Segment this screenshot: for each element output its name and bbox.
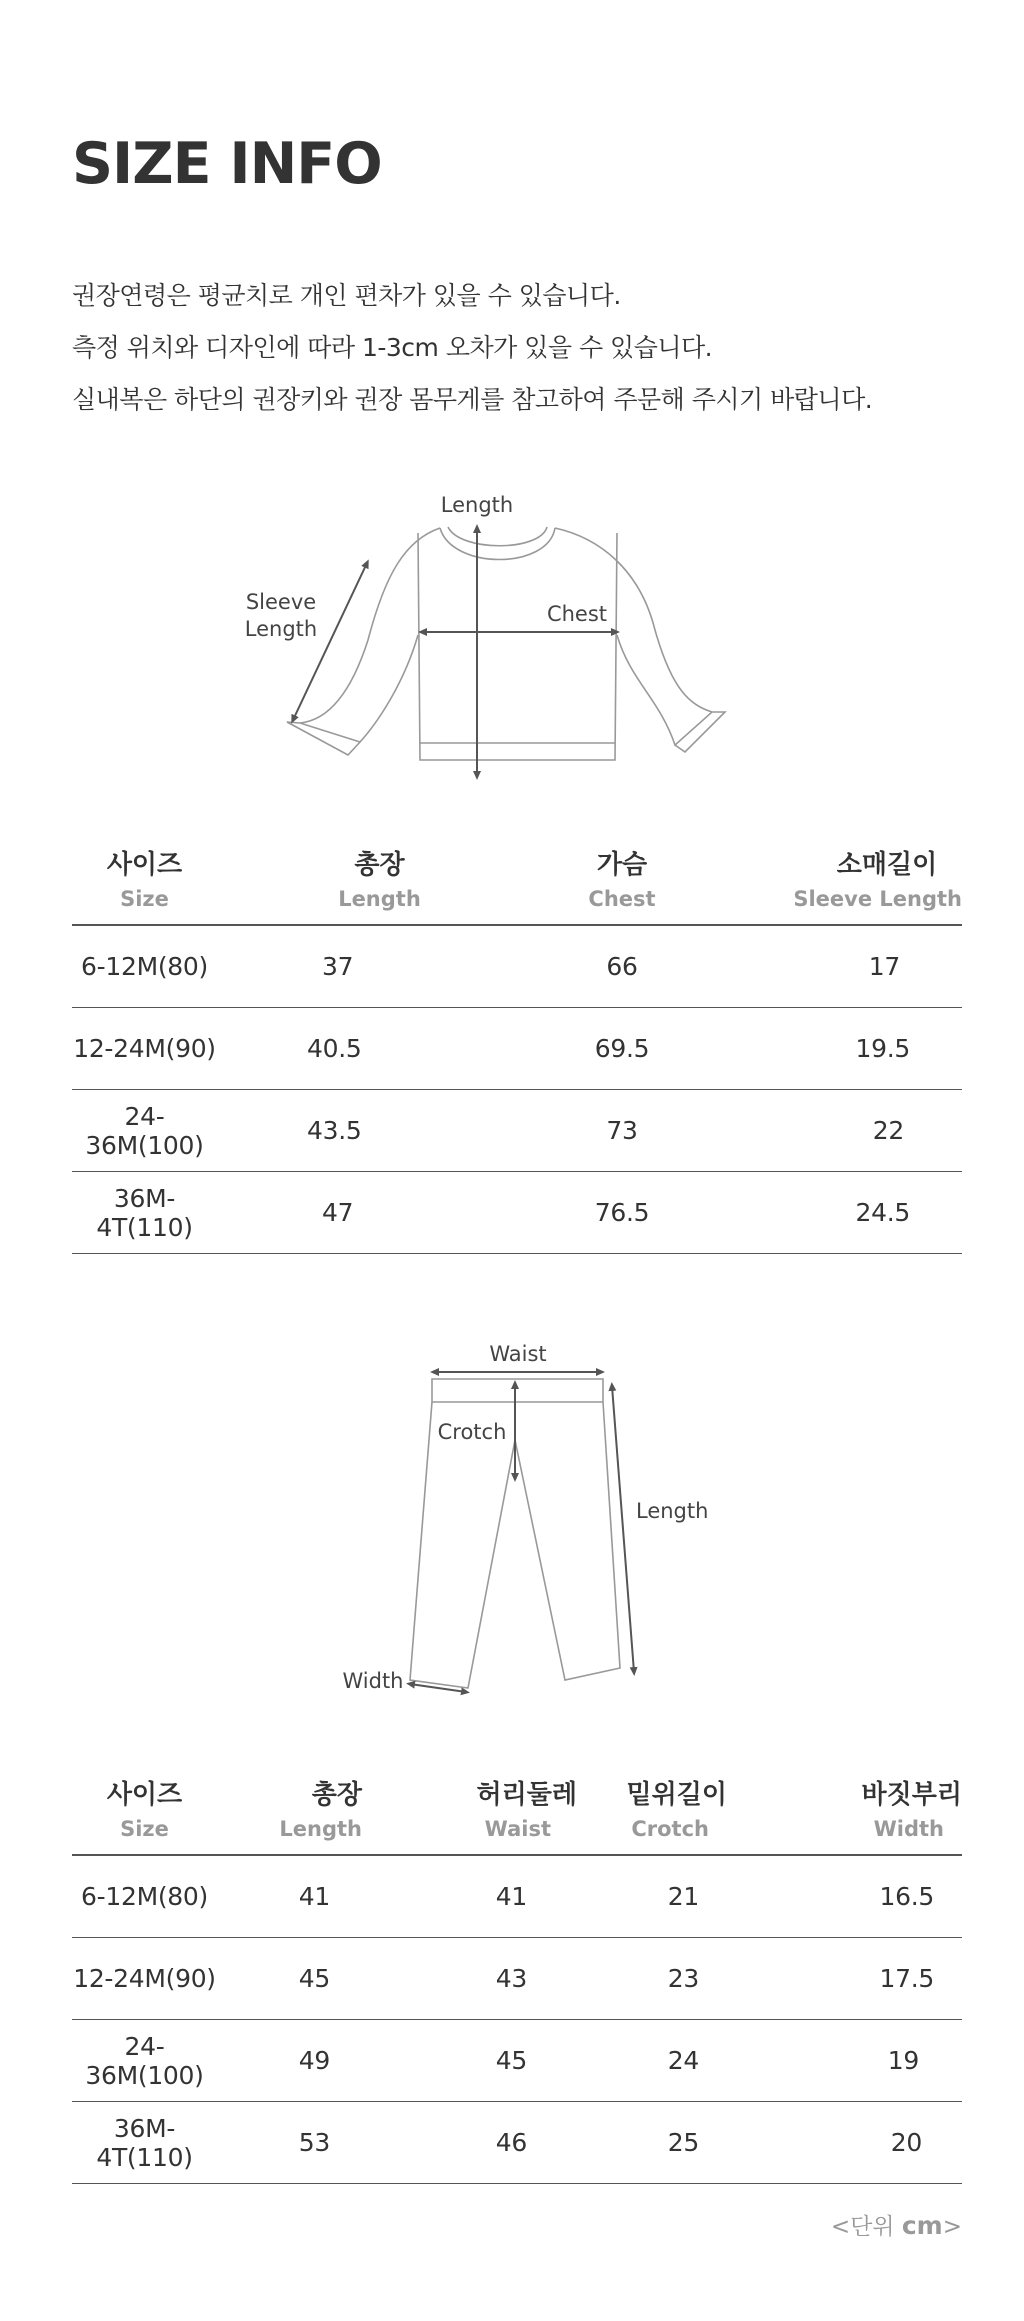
size-cell: 24-36M(100) — [72, 1090, 217, 1172]
size-cell: 6-12M(80) — [72, 925, 217, 1008]
header-cell — [727, 1758, 962, 1855]
waist-cell: 41 — [362, 1855, 587, 1938]
width-cell: 19 — [727, 2020, 962, 2102]
note-line: 측정 위치와 디자인에 따라 1-3cm 오차가 있을 수 있습니다. — [72, 333, 713, 362]
table-row — [72, 1938, 962, 2020]
header-cell — [217, 1758, 362, 1855]
header-en: Width — [873, 1817, 944, 1841]
waist-label: Waist — [489, 1342, 547, 1366]
length-cell: 41 — [217, 1855, 362, 1938]
size-cell: 12-24M(90) — [72, 1008, 217, 1090]
waist-cell: 43 — [362, 1938, 587, 2020]
length-cell: 43.5 — [217, 1090, 542, 1172]
sleeve-cell: 24.5 — [702, 1172, 962, 1254]
length-cell: 40.5 — [217, 1008, 542, 1090]
header-ko: 사이즈 — [106, 850, 183, 880]
chest-cell: 73 — [542, 1090, 702, 1172]
width-cell: 20 — [727, 2102, 962, 2184]
header-ko: 허리둘레 — [476, 1780, 577, 1810]
waist-cell: 45 — [362, 2020, 587, 2102]
header-ko: 밑위길이 — [626, 1780, 727, 1810]
table-row — [72, 1855, 962, 1938]
crotch-label: Crotch — [437, 1420, 507, 1444]
sleeve-length-label: Sleeve — [245, 590, 317, 614]
crotch-cell: 24 — [587, 2020, 727, 2102]
header-ko: 바짓부리 — [861, 1780, 962, 1810]
width-cell: 16.5 — [727, 1855, 962, 1938]
sleeve-cell: 19.5 — [702, 1008, 962, 1090]
size-cell: 12-24M(90) — [72, 1938, 217, 2020]
header-ko: 사이즈 — [106, 1780, 183, 1810]
note-line: 실내복은 하단의 권장키와 권장 몸무게를 참고하여 주문해 주시기 바랍니다. — [72, 385, 873, 414]
length-cell: 49 — [217, 2020, 362, 2102]
pants-size-table — [72, 1758, 962, 2184]
table-row — [72, 2102, 962, 2184]
unit-note — [831, 2208, 962, 2241]
chest-cell: 66 — [542, 925, 702, 1008]
header-en: Waist — [484, 1817, 551, 1841]
length-cell: 53 — [217, 2102, 362, 2184]
header-ko: 가슴 — [596, 850, 648, 880]
unit-suffix: > — [942, 2214, 962, 2240]
length-label: Length — [440, 493, 514, 517]
header-en: Sleeve Length — [793, 887, 962, 911]
chest-cell: 69.5 — [542, 1008, 702, 1090]
size-cell: 6-12M(80) — [72, 1855, 217, 1938]
table-header-row — [72, 1758, 962, 1855]
header-en: Length — [279, 1817, 362, 1841]
sleeve-cell: 17 — [702, 925, 962, 1008]
size-cell: 36M-4T(110) — [72, 1172, 217, 1254]
unit-prefix: <단위 — [830, 2214, 902, 2240]
chest-cell: 76.5 — [542, 1172, 702, 1254]
sleeve-length-label: Length — [244, 617, 318, 641]
header-ko: 소매길이 — [836, 850, 938, 880]
table-row — [72, 2020, 962, 2102]
crotch-cell: 23 — [587, 1938, 727, 2020]
page-title: SIZE INFO — [72, 131, 382, 197]
header-cell — [362, 1758, 587, 1855]
chest-label: Chest — [546, 602, 608, 626]
header-en: Length — [338, 887, 421, 911]
header-ko: 총장 — [354, 850, 405, 880]
header-en: Chest — [588, 887, 656, 911]
unit-value: cm — [901, 2211, 943, 2240]
width-cell: 17.5 — [727, 1938, 962, 2020]
size-cell: 36M-4T(110) — [72, 2102, 217, 2184]
size-cell: 24-36M(100) — [72, 2020, 217, 2102]
waist-cell: 46 — [362, 2102, 587, 2184]
length-cell: 47 — [217, 1172, 542, 1254]
header-cell — [587, 1758, 727, 1855]
header-cell — [72, 1758, 217, 1855]
header-en: Crotch — [631, 1817, 709, 1841]
crotch-cell: 21 — [587, 1855, 727, 1938]
sleeve-cell: 22 — [702, 1090, 962, 1172]
length-cell: 45 — [217, 1938, 362, 2020]
length-label: Length — [636, 1499, 709, 1523]
width-label: Width — [342, 1669, 404, 1693]
note-line: 권장연령은 평균치로 개인 편차가 있을 수 있습니다. — [72, 281, 621, 310]
crotch-cell: 25 — [587, 2102, 727, 2184]
header-ko: 총장 — [311, 1780, 362, 1810]
length-cell: 37 — [217, 925, 542, 1008]
header-en: Size — [120, 1817, 169, 1841]
header-en: Size — [120, 887, 169, 911]
